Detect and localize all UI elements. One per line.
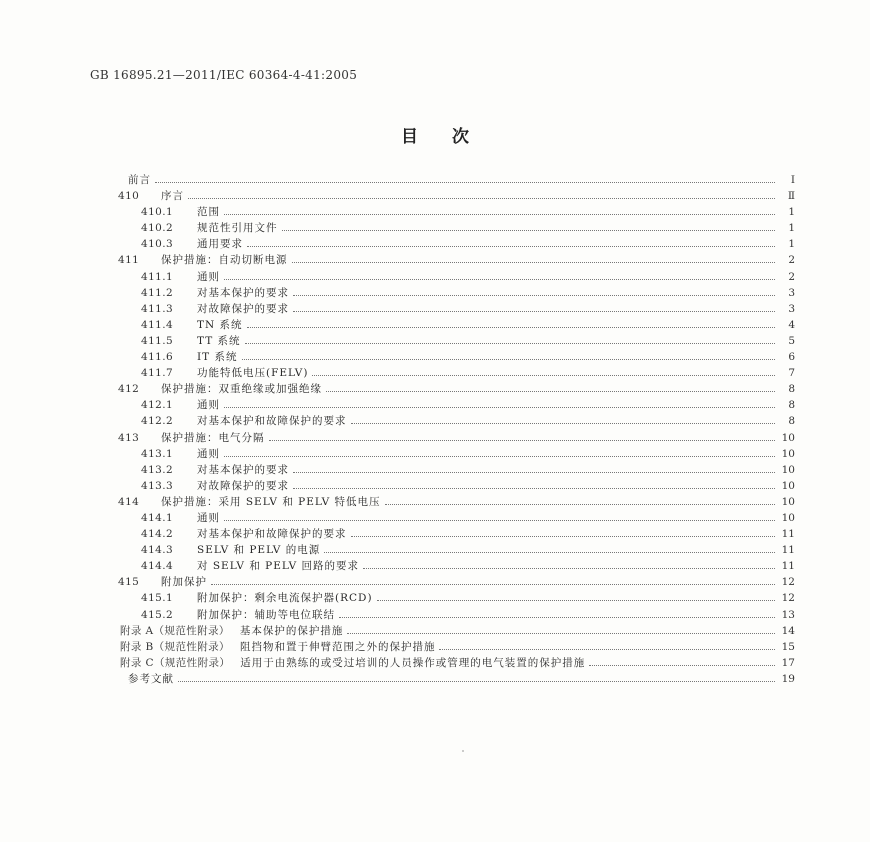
toc-entry-number: 413.3 [141, 479, 174, 492]
toc-entry[interactable] [0, 446, 870, 462]
toc-entry-title: 序言 [161, 190, 184, 203]
toc-entry[interactable] [0, 639, 870, 655]
toc-entry-title: 附加保护：辅助等电位联结 [197, 608, 335, 621]
toc-entry-number: 415.2 [141, 608, 174, 621]
toc-page-number: 2 [788, 270, 795, 283]
toc-entry-title: SELV 和 PELV 的电源 [197, 544, 321, 557]
toc-page-number: 1 [788, 222, 795, 235]
toc-entry-title: 保护措施：电气分隔 [161, 431, 265, 444]
toc-leader-dots [188, 198, 775, 199]
toc-entry-title: 保护措施：自动切断电源 [161, 254, 288, 267]
toc-page-number: I [790, 174, 795, 186]
toc-leader-dots [351, 423, 776, 424]
toc-leader-dots [439, 649, 775, 650]
toc-entry-title: IT 系统 [197, 351, 238, 364]
toc-entry-label [141, 607, 335, 623]
toc-entry-title: 范围 [197, 206, 220, 219]
toc-entry-number: 附录 C（规范性附录） [120, 656, 231, 669]
toc-entry-title: TN 系统 [197, 318, 243, 331]
toc-entry[interactable] [0, 397, 870, 413]
toc-entry-title: 功能特低电压(FELV) [197, 367, 309, 380]
toc-entry[interactable] [0, 317, 870, 333]
toc-page-number: 19 [781, 672, 795, 685]
toc-entry-title: 通则 [197, 447, 220, 460]
toc-entry-number: 411.1 [141, 270, 174, 283]
toc-entry-number: 415.1 [141, 592, 174, 605]
toc-entry-title: 对故障保护的要求 [197, 302, 289, 315]
toc-entry[interactable] [0, 462, 870, 478]
toc-entry[interactable] [0, 301, 870, 317]
toc-entry-label [120, 655, 585, 671]
toc-entry[interactable] [0, 623, 870, 639]
toc-leader-dots [247, 246, 775, 247]
toc-entry-label [141, 397, 220, 413]
toc-leader-dots [377, 600, 775, 601]
toc-entry-label [141, 413, 347, 429]
toc-entry-title: 对 SELV 和 PELV 回路的要求 [197, 560, 360, 573]
toc-entry-number: 414.3 [141, 544, 174, 557]
toc-leader-dots [155, 182, 775, 183]
toc-entry[interactable] [0, 510, 870, 526]
toc-leader-dots [324, 552, 775, 553]
toc-leader-dots [224, 214, 775, 215]
toc-entry[interactable] [0, 188, 870, 204]
toc-entry[interactable] [0, 269, 870, 285]
toc-entry-number: 414.4 [141, 560, 174, 573]
toc-page-number: 5 [788, 334, 795, 347]
toc-entry-label [141, 285, 289, 301]
toc-leader-dots [351, 536, 776, 537]
toc-entry-label [141, 526, 347, 542]
toc-entry-number: 413.1 [141, 447, 174, 460]
toc-page-number: 8 [788, 383, 795, 396]
toc-entry[interactable] [0, 526, 870, 542]
toc-page-number: 11 [781, 528, 795, 541]
standard-header: GB 16895.21—2011/IEC 60364-4-41:2005 [90, 68, 358, 82]
toc-page-number: 1 [788, 238, 795, 251]
toc-page-number: Ⅱ [787, 190, 795, 203]
toc-entry[interactable] [0, 574, 870, 590]
toc-entry[interactable] [0, 590, 870, 606]
toc-entry-label [141, 446, 220, 462]
toc-entry[interactable] [0, 333, 870, 349]
toc-leader-dots [224, 456, 775, 457]
toc-leader-dots [211, 584, 775, 585]
toc-entry-label [141, 478, 289, 494]
toc-page-number: 12 [781, 592, 795, 605]
toc-entry-label [141, 269, 220, 285]
toc-page-number: 4 [788, 318, 795, 331]
toc-leader-dots [292, 262, 776, 263]
toc-page-number: 12 [781, 576, 795, 589]
toc-page-number: 10 [781, 431, 795, 444]
toc-leader-dots [339, 617, 775, 618]
toc-page-number: 8 [788, 399, 795, 412]
toc-entry-number: 414 [118, 495, 140, 508]
toc-leader-dots [224, 279, 775, 280]
toc-entry-label [120, 639, 435, 655]
toc-entry[interactable] [0, 413, 870, 429]
toc-entry[interactable] [0, 236, 870, 252]
toc-page-number: 11 [781, 544, 795, 557]
toc-entry-number: 415 [118, 576, 140, 589]
toc-entry-title: 规范性引用文件 [197, 222, 278, 235]
toc-entry-label [141, 317, 243, 333]
toc-entry[interactable] [0, 365, 870, 381]
toc-entry-label [141, 236, 243, 252]
toc-entry-number: 411 [118, 254, 140, 267]
toc-leader-dots [224, 520, 775, 521]
toc-entry[interactable] [0, 558, 870, 574]
toc-leader-dots [245, 343, 775, 344]
toc-entry-label [120, 623, 343, 639]
toc-page-number: 8 [788, 415, 795, 428]
toc-entry-label [118, 252, 288, 268]
toc-entry-label [118, 574, 207, 590]
toc-entry-label [141, 204, 220, 220]
toc-leader-dots [282, 230, 776, 231]
toc-entry-title: 对基本保护和故障保护的要求 [197, 415, 347, 428]
toc-entry[interactable] [0, 542, 870, 558]
toc-entry-label [141, 333, 241, 349]
toc-entry-title: 前言 [128, 174, 151, 186]
toc-leader-dots [363, 568, 775, 569]
toc-entry-number: 附录 A（规范性附录） [120, 624, 230, 637]
toc-entry-number: 410.2 [141, 222, 174, 235]
toc-leader-dots [589, 665, 775, 666]
toc-entry-title: 参考文献 [128, 672, 174, 685]
toc-entry-title: 阻挡物和置于伸臂范围之外的保护措施 [239, 640, 436, 653]
toc-page-number: 11 [781, 560, 795, 573]
scan-speck [462, 750, 464, 752]
toc-entry-number: 附录 B（规范性附录） [120, 640, 230, 653]
toc-entry-label [141, 365, 308, 381]
toc-entry[interactable] [0, 494, 870, 510]
toc-entry-label [141, 220, 278, 236]
toc-entry[interactable] [0, 220, 870, 236]
toc-entry-number: 411.6 [141, 351, 174, 364]
toc-entry-title: 保护措施：双重绝缘或加强绝缘 [161, 383, 322, 396]
toc-entry[interactable] [0, 478, 870, 494]
toc-entry[interactable] [0, 430, 870, 446]
toc-entry-number: 410.1 [141, 206, 174, 219]
toc-entry[interactable] [0, 381, 870, 397]
toc-page-number: 6 [788, 351, 795, 364]
toc-leader-dots [293, 311, 775, 312]
toc-entry-label [118, 494, 381, 510]
toc-entry-label [141, 558, 359, 574]
toc-entry-title: 附加保护：剩余电流保护器(RCD) [197, 592, 373, 605]
toc-entry-number: 411.5 [141, 334, 174, 347]
toc-entry[interactable] [0, 671, 870, 687]
toc-leader-dots [247, 327, 775, 328]
toc-entry-number: 410.3 [141, 238, 174, 251]
toc-leader-dots [385, 504, 775, 505]
toc-entry-label [141, 510, 220, 526]
toc-entry-label [118, 188, 184, 204]
toc-entry-label [141, 301, 289, 317]
toc-page-number: 3 [788, 302, 795, 315]
toc-entry-number: 412.2 [141, 415, 174, 428]
toc-page-number: 14 [781, 624, 795, 637]
toc-page-number: 10 [781, 511, 795, 524]
toc-entry-title: 通用要求 [197, 238, 243, 251]
toc-entry-label [141, 349, 238, 365]
toc-entry-number: 414.2 [141, 528, 174, 541]
toc-leader-dots [347, 633, 775, 634]
toc-entry-label [141, 462, 289, 478]
toc-entry-label [128, 671, 174, 687]
toc-entry-title: 对基本保护的要求 [197, 286, 289, 299]
toc-leader-dots [178, 681, 775, 682]
toc-entry-number: 410 [118, 190, 140, 203]
toc-entry-number: 412.1 [141, 399, 174, 412]
toc-page-number: 17 [781, 656, 795, 669]
toc-leader-dots [326, 391, 775, 392]
toc-page-number: 7 [788, 367, 795, 380]
toc-entry-title: TT 系统 [197, 334, 241, 347]
toc-page-number: 10 [781, 495, 795, 508]
toc-entry-label [118, 430, 265, 446]
toc-page-number: 15 [781, 640, 795, 653]
toc-entry-number: 412 [118, 383, 140, 396]
toc-entry-title: 对基本保护和故障保护的要求 [197, 528, 347, 541]
toc-page-number: 3 [788, 286, 795, 299]
toc-entry[interactable] [0, 252, 870, 268]
toc-page-number: 10 [781, 447, 795, 460]
toc-entry-title: 附加保护 [161, 576, 207, 589]
table-of-contents [0, 172, 870, 687]
toc-entry-number: 413.2 [141, 463, 174, 476]
toc-page-number: 1 [788, 206, 795, 219]
toc-leader-dots [224, 407, 775, 408]
toc-entry[interactable] [0, 349, 870, 365]
toc-entry[interactable] [0, 285, 870, 301]
toc-entry-title: 对故障保护的要求 [197, 479, 289, 492]
toc-entry-label [118, 381, 322, 397]
toc-page-number: 10 [781, 463, 795, 476]
toc-entry-title: 适用于由熟练的或受过培训的人员操作或管理的电气装置的保护措施 [240, 656, 586, 669]
toc-entry-number: 411.3 [141, 302, 174, 315]
toc-entry-label [141, 542, 320, 558]
page-title: 目次 [401, 127, 503, 147]
toc-page-number: 2 [788, 254, 795, 267]
toc-leader-dots [293, 488, 775, 489]
toc-entry-number: 413 [118, 431, 140, 444]
toc-entry[interactable] [0, 172, 870, 188]
toc-entry-label [128, 172, 151, 188]
toc-entry-number: 411.7 [141, 367, 174, 380]
toc-entry[interactable] [0, 607, 870, 623]
toc-entry-title: 保护措施：采用 SELV 和 PELV 特低电压 [161, 495, 381, 508]
toc-entry-number: 411.2 [141, 286, 174, 299]
toc-entry[interactable] [0, 655, 870, 671]
toc-leader-dots [293, 295, 775, 296]
toc-page-number: 10 [781, 479, 795, 492]
toc-leader-dots [312, 375, 775, 376]
toc-entry-title: 基本保护的保护措施 [239, 624, 344, 637]
toc-leader-dots [293, 472, 775, 473]
toc-entry[interactable] [0, 204, 870, 220]
toc-entry-label [141, 590, 373, 606]
toc-entry-number: 414.1 [141, 511, 174, 524]
toc-entry-title: 通则 [197, 270, 220, 283]
toc-page-number: 13 [781, 608, 795, 621]
toc-entry-number: 411.4 [141, 318, 174, 331]
toc-entry-title: 通则 [197, 399, 220, 412]
toc-leader-dots [242, 359, 776, 360]
toc-entry-title: 通则 [197, 511, 220, 524]
toc-entry-title: 对基本保护的要求 [197, 463, 289, 476]
toc-leader-dots [269, 440, 776, 441]
